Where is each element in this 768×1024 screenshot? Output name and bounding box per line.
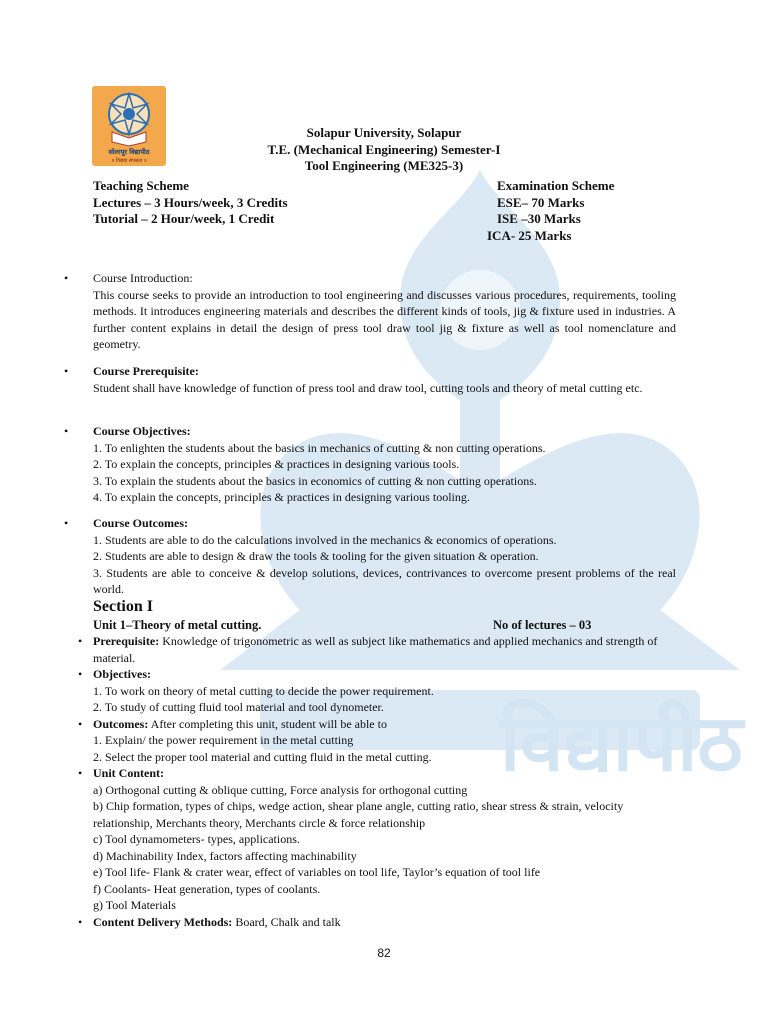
bullet: • [78,766,83,780]
course-introduction-section [64,270,676,353]
unit-prereq-text: Knowledge of trigonometric as well as subject like mathematics and applied mechanics and strength of material. [93,634,658,665]
list-item: 3. Students are able to conceive & develop solutions, devices, contrivances to overcome present problems of the real world. [93,565,676,596]
lectures-info: Lectures – 3 Hours/week, 3 Credits [93,194,288,210]
list-item: e) Tool life- Flank & crater wear, effect of variables on tool life, Taylor’s equation of tool life [93,865,541,879]
list-item: 1. Students are able to do the calculations involved in the mechanics & economics of operations. [93,532,557,547]
course-intro-title: Course Introduction [93,271,190,285]
list-item: 2. Select the proper tool material and cutting fluid in the metal cutting. [93,749,432,764]
list-item: f) Coolants- Heat generation, types of coolants. [93,881,321,896]
course-prerequisite-section [64,363,676,396]
unit-outcomes [78,716,678,766]
unit-objectives [78,666,678,716]
list-item: 1. To work on theory of metal cutting to decide the power requirement. [93,683,434,698]
bullet: • [78,914,83,929]
unit-details [78,633,678,930]
ise-marks: ISE –30 Marks [497,211,581,226]
ica-marks: ICA- 25 Marks [487,227,572,243]
bullet: • [78,716,83,731]
list-item: d) Machinability Index, factors affecting machinability [93,848,357,863]
ese-marks: ESE– 70 Marks [497,194,585,210]
unit-objectives-label: Objectives: [93,667,151,681]
course-prereq-title: Course Prerequisite: [93,364,199,378]
unit-lectures: No of lectures – 03 [493,618,592,632]
unit-heading [93,618,613,633]
course-objectives-section [64,423,676,506]
logo-text-top: सोलापूर विद्यापीठ [108,148,150,156]
logo-text-bottom: ॥ विद्यया संपन्नता ॥ [111,158,147,164]
course-outcomes-section [64,515,676,598]
subject-title: Tool Engineering (ME325-3) [304,158,464,173]
list-item: 1. To enlighten the students about the basics in mechanics of cutting & non cutting operations. [93,440,546,455]
list-item: 2. To explain the concepts, principles & practices in designing various tools. [93,457,460,471]
list-item: c) Tool dynamometers- types, applications. [93,832,300,846]
content-delivery-methods [78,914,678,931]
list-item: 3. To explain the students about the basics in economics of cutting & non cutting operations. [93,473,537,488]
unit-prerequisite [78,633,678,666]
unit-content [78,765,678,914]
bullet: • [78,634,83,648]
university-name: Solapur University, Solapur [306,125,462,140]
course-outcomes-title: Course Outcomes: [93,516,188,530]
unit-outcomes-label: Outcomes: [93,716,149,731]
watermark-text: विद्यापीठ [500,699,743,789]
list-item: b) Chip formation, types of chips, wedge action, shear plane angle, cutting ratio, shear stress & strain, velocity relationship, Merchants theory, Merchants circle & force relationship [93,799,624,830]
list-item: 4. To explain the concepts, principles & practices in designing various tooling. [93,490,470,504]
unit-content-label: Unit Content: [93,766,164,780]
exam-scheme-title: Examination Scheme [497,178,615,193]
list-item: g) Tool Materials [93,898,176,912]
tutorial-info: Tutorial – 2 Hour/week, 1 Credit [93,211,275,226]
unit-title: Unit 1–Theory of metal cutting. [93,618,262,632]
unit-prereq-label: Prerequisite: [93,634,160,648]
course-name: T.E. (Mechanical Engineering) Semester-I [267,142,501,157]
list-item: 2. To study of cutting fluid tool material and tool dynometer. [93,700,384,714]
unit-outcomes-text: After completing this unit, student will be able to [150,716,387,731]
course-objectives-title: Course Objectives: [93,424,191,438]
bullet: • [64,271,69,285]
bullet: • [64,364,69,378]
list-item: 1. Explain/ the power requirement in the metal cutting [93,733,354,747]
delivery-text: Board, Chalk and talk [235,914,341,929]
list-item: a) Orthogonal cutting & oblique cutting, Force analysis for orthogonal cutting [93,782,468,797]
delivery-label: Content Delivery Methods: [93,914,233,929]
page-number: 82 [377,946,391,960]
teaching-scheme [93,178,288,228]
section-heading: Section I [93,598,153,615]
course-prereq-text: Student shall have knowledge of function of press tool and draw tool, cutting tools and theory of metal cutting etc. [93,380,643,395]
teaching-scheme-title: Teaching Scheme [93,178,189,193]
examination-scheme [487,178,614,244]
bullet: • [78,667,83,681]
list-item: 2. Students are able to design & draw the tools & tooling for the given situation & operation. [93,549,539,563]
bullet: • [64,516,69,530]
bullet: • [64,424,69,438]
course-intro-text: This course seeks to provide an introduction to tool engineering and discusses various procedures, requirements, tooling methods. It introduces engineering materials and describes the different kinds of tools, jig & fixture used in industries. A further content explains in detail the design of press tool draw tool jig & fixture as well as tool nomenclature and geometry. [93,287,676,351]
course-intro-colon: : [189,271,193,285]
